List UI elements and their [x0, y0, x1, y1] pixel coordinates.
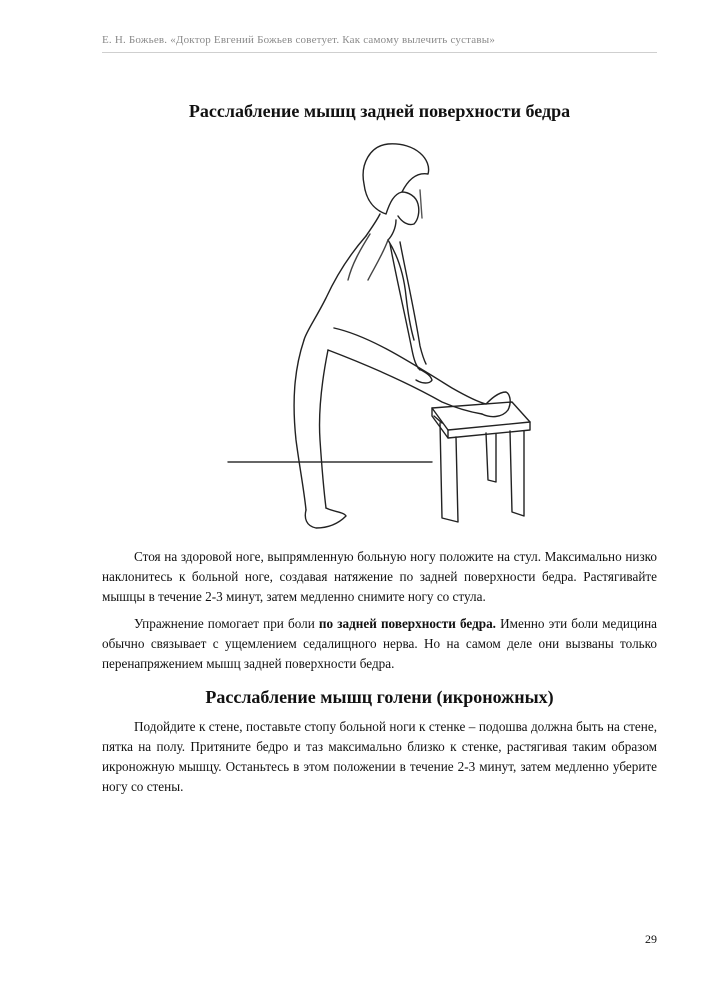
- paragraph-thigh-indication-rest: Именно эти боли медицина обычно связывает с ущемлением седалищного нерва. Но на самом деле они вызваны только перенапряжением мышц задней поверхности бедра.: [102, 616, 657, 671]
- paragraph-thigh-indication-lead: Упражнение помогает при боли: [134, 616, 319, 631]
- paragraph-calf-instructions: Подойдите к стене, поставьте стопу больной ноги к стенке – подошва должна быть на стене, пятка на полу. Притяните бедро и таз максимально близко к стенке, растягивая таким образом икроножную мышцу. Останьтесь в этом положении в течение 2-3 минут, затем медленно уберите ногу со стены.: [102, 719, 657, 794]
- paragraph-thigh-indication-bold: по задней поверхности бедра.: [318, 616, 496, 631]
- header-divider: [102, 52, 657, 53]
- stool-drawing: [432, 402, 530, 522]
- section-title-thigh-relaxation: Расслабление мышц задней поверхности бедра: [188, 101, 571, 121]
- paragraph-thigh-instructions: Стоя на здоровой ноге, выпрямленную больную ногу положите на стул. Максимально низко наклонитесь к больной ноге, создавая натяжение по задней поверхности бедра. Растягивайте мышцы в течение 2-3 минут, затем медленно снимите ногу со стула.: [102, 549, 657, 604]
- running-head: Е. Н. Божьев. «Доктор Евгений Божьев советует. Как самому вылечить суставы»: [102, 34, 496, 46]
- exercise-illustration: [220, 140, 540, 535]
- paragraph-thigh-indication: [102, 614, 657, 674]
- person-drawing: [294, 144, 510, 528]
- section-title-calf-relaxation: Расслабление мышц голени (икроножных): [205, 687, 554, 707]
- page-number: 29: [645, 932, 657, 946]
